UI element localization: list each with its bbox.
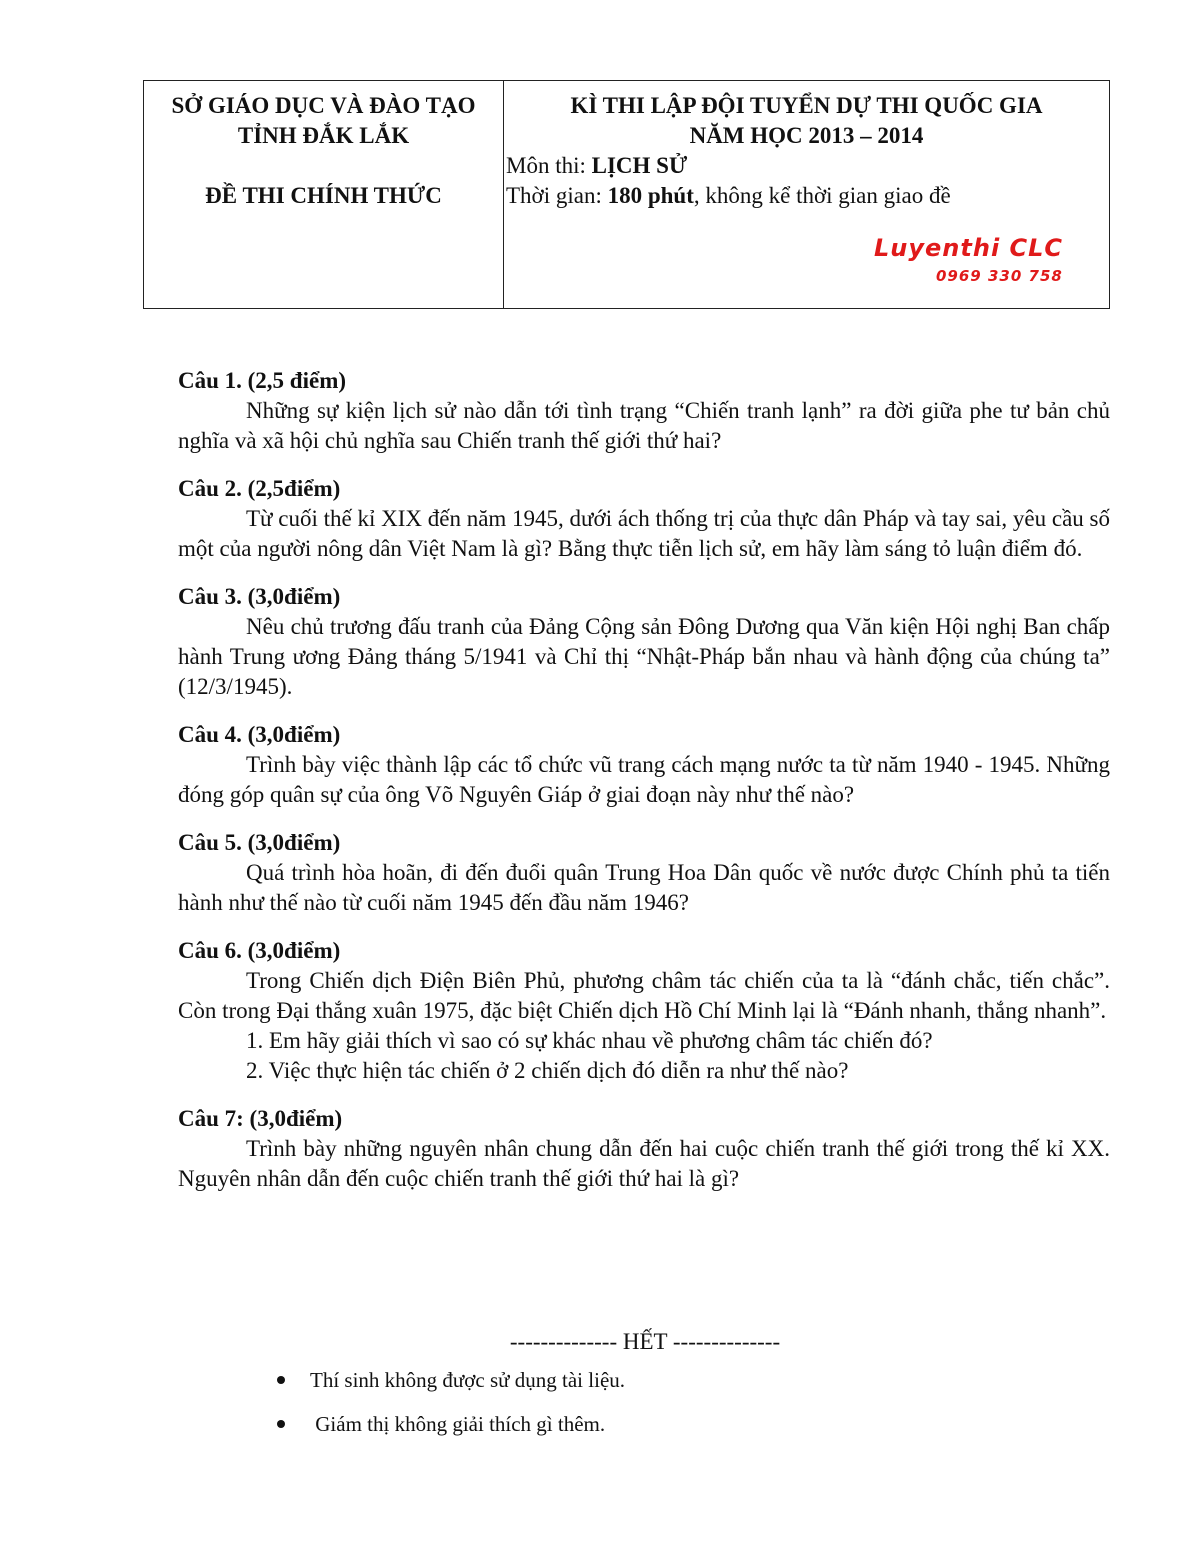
bullet-icon — [277, 1420, 285, 1428]
note-text: Thí sinh không được sử dụng tài liệu. — [310, 1368, 626, 1392]
question-title: Câu 4. (3,0điểm) — [178, 722, 341, 747]
question-body: Nêu chủ trương đấu tranh của Đảng Cộng sản Đông Dương qua Văn kiện Hội nghị Ban chấp hành Trung ương Đảng tháng 5/1941 và Chỉ thị “Nhật-Pháp bắn nhau và hành động của chúng ta” (12/3/1945). — [178, 614, 1110, 699]
question-sub-item-2: 2. Việc thực hiện tác chiến ở 2 chiến dịch đó diễn ra như thế nào? — [246, 1058, 849, 1083]
question-1 — [178, 366, 1110, 456]
bullet-icon — [277, 1376, 285, 1384]
question-2 — [178, 474, 1110, 564]
department-line-1: SỞ GIÁO DỤC VÀ ĐÀO TẠO — [171, 93, 476, 118]
subject-line — [504, 151, 1109, 181]
exam-title-line-2: NĂM HỌC 2013 – 2014 — [689, 123, 924, 148]
header-right-cell — [504, 81, 1109, 308]
watermark-logo — [874, 233, 1094, 283]
question-body: Quá trình hòa hoãn, đi đến đuổi quân Trung Hoa Dân quốc về nước được Chính phủ ta tiến hành như thế nào từ cuối năm 1945 đến đầu năm 1946? — [178, 860, 1110, 915]
question-body: Trình bày những nguyên nhân chung dẫn đến hai cuộc chiến tranh thế giới trong thế kỉ XX. Nguyên nhân dẫn đến cuộc chiến tranh thế giới thứ hai là gì? — [178, 1136, 1110, 1191]
question-6 — [178, 936, 1110, 1086]
subject-prefix: Môn thi: — [506, 153, 592, 178]
question-3 — [178, 582, 1110, 702]
exam-header-table — [143, 80, 1110, 309]
exam-notes — [277, 1366, 625, 1454]
question-title: Câu 3. (3,0điểm) — [178, 584, 341, 609]
time-suffix: , không kể thời gian giao đề — [693, 183, 951, 208]
question-sub-item-1: 1. Em hãy giải thích vì sao có sự khác nhau về phương châm tác chiến đó? — [246, 1028, 933, 1053]
note-text: Giám thị không giải thích gì thêm. — [310, 1412, 606, 1436]
question-4 — [178, 720, 1110, 810]
exam-title-line-1: KÌ THI LẬP ĐỘI TUYỂN DỰ THI QUỐC GIA — [570, 93, 1043, 118]
question-title: Câu 5. (3,0điểm) — [178, 830, 341, 855]
official-exam-label: ĐỀ THI CHÍNH THỨC — [205, 183, 442, 208]
question-body: Trình bày việc thành lập các tổ chức vũ trang cách mạng nước ta từ năm 1940 - 1945. Những đóng góp quân sự của ông Võ Nguyên Giáp ở giai đoạn này như thế nào? — [178, 752, 1110, 807]
question-body: Trong Chiến dịch Điện Biên Phủ, phương châm tác chiến của ta là “đánh chắc, tiến chắc”. Còn trong Đại thắng xuân 1975, đặc biệt Chiến dịch Hồ Chí Minh lại là “Đánh nhanh, thắng nhanh”. — [178, 968, 1110, 1023]
question-7 — [178, 1104, 1110, 1194]
question-body: Những sự kiện lịch sử nào dẫn tới tình trạng “Chiến tranh lạnh” ra đời giữa phe tư bản chủ nghĩa và xã hội chủ nghĩa sau Chiến tranh thế giới thứ hai? — [178, 398, 1110, 453]
note-item — [277, 1366, 625, 1394]
time-value: 180 phút — [607, 183, 694, 208]
question-title: Câu 2. (2,5điểm) — [178, 476, 341, 501]
end-marker: -------------- HẾT -------------- — [509, 1329, 781, 1354]
logo-phone: 0969 330 758 — [936, 267, 1063, 285]
questions-section — [178, 366, 1110, 1212]
time-line — [504, 181, 1109, 211]
question-title: Câu 7: (3,0điểm) — [178, 1106, 343, 1131]
logo-name: Luyenthi CLC — [874, 234, 1064, 262]
subject-value: LỊCH SỬ — [591, 153, 688, 178]
question-title: Câu 1. (2,5 điểm) — [178, 368, 347, 393]
note-item — [277, 1410, 625, 1438]
department-line-2: TỈNH ĐẮK LẮK — [237, 123, 410, 148]
time-prefix: Thời gian: — [506, 183, 608, 208]
question-title: Câu 6. (3,0điểm) — [178, 938, 341, 963]
header-left-cell — [144, 81, 504, 308]
question-5 — [178, 828, 1110, 918]
question-body: Từ cuối thế kỉ XIX đến năm 1945, dưới ách thống trị của thực dân Pháp và tay sai, yêu cầu số một của người nông dân Việt Nam là gì? Bằng thực tiễn lịch sử, em hãy làm sáng tỏ luận điểm đó. — [178, 506, 1110, 561]
